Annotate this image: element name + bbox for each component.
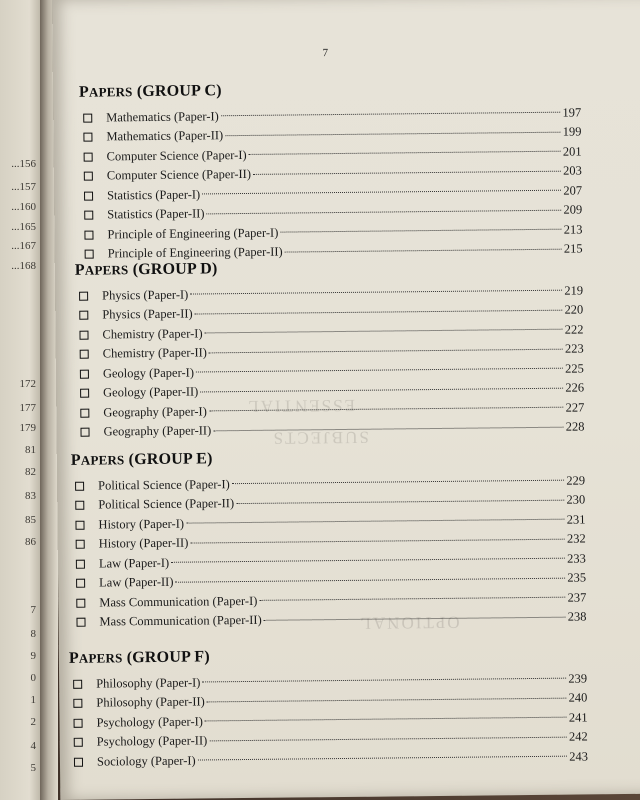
left-page-number: ...157 [11,181,36,193]
heading-smallcaps: APERS [78,650,123,666]
entry-page-number: 239 [568,670,588,686]
group-heading [79,82,222,101]
checkbox-bullet-icon [75,520,84,529]
entry-page-number: 235 [567,570,587,585]
entry-page-number: 222 [564,321,584,337]
entry-title: Mathematics (Paper-I) [106,108,219,124]
heading-smallcaps: APERS [84,262,129,278]
entry-title: Mathematics (Paper-II) [106,128,224,144]
dot-leader [285,239,562,252]
left-page-number: 81 [25,444,36,456]
left-page-number: 9 [30,650,36,662]
entry-page-number: 230 [566,492,586,507]
entry-title: Psychology (Paper-II) [96,733,208,749]
entry-title: Chemistry (Paper-I) [102,325,203,341]
left-page-number: 85 [25,514,36,526]
entry-page-number: 213 [563,221,583,237]
entry-title: Law (Paper-II) [99,574,174,590]
dot-leader [253,161,561,174]
checkbox-bullet-icon [76,559,85,568]
entry-page-number: 220 [564,302,584,317]
toc-entry [76,607,586,632]
left-page-number: ...168 [11,260,36,272]
entry-title: Physics (Paper-II) [102,306,193,322]
checkbox-bullet-icon [80,389,89,398]
left-page-number: 8 [30,628,36,640]
dot-leader [264,607,566,620]
dot-leader [202,669,566,683]
entry-page-number: 241 [568,709,588,725]
entry-page-number: 197 [562,104,582,120]
checkbox-bullet-icon [85,250,94,259]
left-page-number: 177 [19,402,36,414]
entry-page-number: 240 [568,690,588,705]
entry-page-number: 229 [566,472,586,488]
toc-entry [74,746,588,771]
left-page-number: 86 [25,536,36,548]
contents-page [52,0,640,800]
dot-leader [221,103,561,117]
checkbox-bullet-icon [84,230,93,239]
checkbox-bullet-icon [80,369,89,378]
checkbox-bullet-icon [80,350,89,359]
checkbox-bullet-icon [76,540,85,549]
entry-title: Mass Communication (Paper-I) [99,593,258,610]
entry-page-number: 232 [566,531,586,546]
checkbox-bullet-icon [84,152,93,161]
entry-page-number: 219 [564,282,584,298]
entry-title: Psychology (Paper-I) [96,713,203,730]
left-page-number: 7 [30,604,36,616]
heading-smallcaps: APERS [80,452,125,468]
dot-leader [249,142,561,155]
entry-page-number: 231 [566,511,586,527]
heading-initial: P [74,261,85,279]
entry-page-number: 227 [565,399,585,415]
checkbox-bullet-icon [73,699,82,708]
checkbox-bullet-icon [74,757,83,766]
entry-title: Philosophy (Paper-I) [96,674,201,691]
entry-page-number: 243 [569,748,589,764]
checkbox-bullet-icon [75,501,84,510]
left-page-number: 5 [30,762,36,774]
entry-page-number: 207 [563,182,583,198]
entry-title: Geology (Paper-II) [103,384,199,400]
entry-title: Physics (Paper-I) [102,287,189,302]
entry-page-number: 242 [568,729,588,744]
entry-title: Geography (Paper-II) [103,423,212,439]
checkbox-bullet-icon [83,113,92,122]
checkbox-bullet-icon [76,618,85,627]
checkbox-bullet-icon [83,133,92,142]
entry-title: Geography (Paper-I) [103,403,207,419]
dot-leader [225,122,561,136]
left-page-number: 83 [25,490,36,502]
heading-initial: P [78,83,90,101]
group-heading [75,260,218,279]
entry-title: Geology (Paper-I) [102,365,195,380]
entry-title: History (Paper-I) [98,516,185,532]
dot-leader [232,471,565,484]
heading-group-label: (GROUP C) [136,82,222,101]
left-page-number: 0 [30,672,36,684]
entry-page-number: 215 [563,241,583,256]
checkbox-bullet-icon [84,211,93,220]
entry-page-number: 223 [564,341,584,356]
checkbox-bullet-icon [84,172,93,181]
entry-title: Computer Science (Paper-II) [106,166,252,183]
entry-page-number: 238 [567,609,587,624]
entry-title: Philosophy (Paper-II) [96,694,205,710]
entry-title: History (Paper-II) [98,535,189,551]
page-number: 7 [322,47,329,60]
entry-title: Law (Paper-I) [98,555,170,571]
left-page-number: ...165 [11,221,36,233]
entry-page-number: 199 [562,124,582,139]
left-page-number: 2 [30,716,36,728]
group-heading [71,450,213,469]
left-page-number: 82 [25,466,36,478]
left-page-number: 4 [30,740,36,752]
heading-group-label: (GROUP E) [128,450,213,469]
toc-entry [80,417,584,442]
checkbox-bullet-icon [74,738,83,747]
group-heading [69,648,210,667]
checkbox-bullet-icon [80,408,89,417]
entry-title: Chemistry (Paper-II) [102,345,208,361]
entry-page-number: 203 [562,163,582,178]
dot-leader [280,220,561,233]
heading-smallcaps: APERS [88,84,133,100]
entry-title: Sociology (Paper-I) [96,753,196,769]
left-page-number: ...156 [11,158,36,170]
heading-group-label: (GROUP D) [132,260,218,279]
entry-page-number: 225 [565,360,584,376]
entry-page-number: 226 [565,380,585,395]
heading-initial: P [68,649,79,667]
bleed-through-text: SUBJECTS [271,427,369,448]
left-page-number: ...167 [11,240,36,252]
left-page-number: 172 [19,378,36,390]
entry-title: Political Science (Paper-I) [98,476,230,493]
checkbox-bullet-icon [84,191,93,200]
left-page-number: 179 [19,422,36,434]
left-page-edge [0,0,42,800]
heading-group-label: (GROUP F) [126,648,210,667]
dot-leader [259,588,565,601]
left-page-number: ...160 [11,201,36,213]
entry-page-number: 233 [567,550,586,566]
entry-title: Mass Communication (Paper-II) [99,612,262,629]
entry-page-number: 201 [562,143,582,159]
entry-title: Principle of Engineering (Paper-I) [107,225,279,241]
checkbox-bullet-icon [80,428,89,437]
checkbox-bullet-icon [79,330,88,339]
bleed-through-text: OPTIONAL [358,612,460,633]
heading-initial: P [70,451,81,469]
entry-title: Principle of Engineering (Paper-II) [107,244,283,261]
entry-title: Statistics (Paper-II) [107,206,205,222]
dot-leader [236,490,565,503]
dot-leader [190,281,562,295]
entry-title: Computer Science (Paper-I) [106,147,247,163]
checkbox-bullet-icon [79,291,88,300]
checkbox-bullet-icon [76,579,85,588]
checkbox-bullet-icon [75,481,84,490]
left-page-number: 1 [30,694,36,706]
entry-title: Statistics (Paper-I) [106,186,201,202]
bleed-through-text: ESSENTIAL [246,395,356,416]
checkbox-bullet-icon [79,311,88,320]
checkbox-bullet-icon [76,598,85,607]
checkbox-bullet-icon [73,679,82,688]
entry-page-number: 209 [563,202,583,217]
entry-title: Political Science (Paper-II) [98,496,235,512]
entry-page-number: 228 [565,419,585,434]
entry-page-number: 237 [567,589,587,605]
checkbox-bullet-icon [74,718,83,727]
